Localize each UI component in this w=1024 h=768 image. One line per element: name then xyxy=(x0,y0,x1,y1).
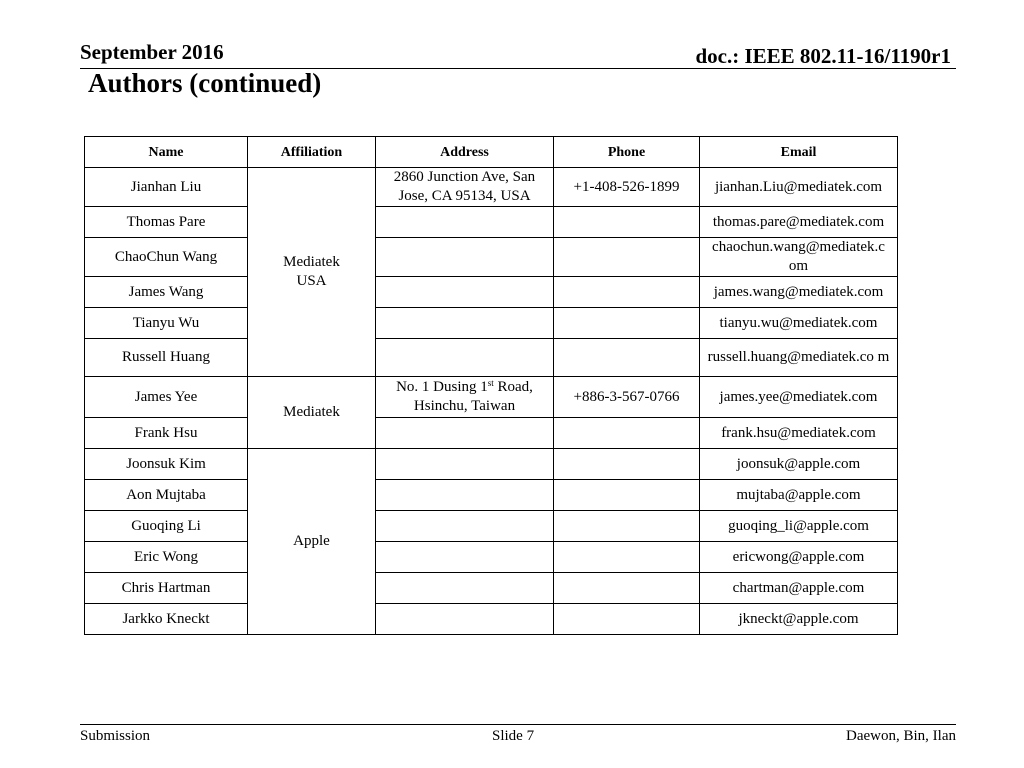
table-row xyxy=(85,418,898,449)
footer-slide-number: Slide 7 xyxy=(492,728,535,744)
author-email: james.wang@mediatek.com xyxy=(700,277,898,308)
author-phone xyxy=(554,542,700,573)
table-row xyxy=(85,207,898,238)
author-phone xyxy=(554,573,700,604)
table-row xyxy=(85,277,898,308)
author-address xyxy=(376,449,554,480)
author-phone xyxy=(554,207,700,238)
table-row xyxy=(85,339,898,377)
author-name: Russell Huang xyxy=(85,339,248,377)
author-email: ericwong@apple.com xyxy=(700,542,898,573)
table-row xyxy=(85,511,898,542)
author-email: jianhan.Liu@mediatek.com xyxy=(700,168,898,207)
author-address xyxy=(376,604,554,635)
author-phone xyxy=(554,308,700,339)
author-email: chaochun.wang@mediatek.c om xyxy=(700,238,898,277)
author-email: thomas.pare@mediatek.com xyxy=(700,207,898,238)
address-line: Road, xyxy=(493,379,533,395)
address-line: No. 1 Dusing 1 xyxy=(396,379,488,395)
author-affiliation: Mediatek xyxy=(248,377,376,449)
affiliation-line: Mediatek xyxy=(283,254,340,270)
footer-authors: Daewon, Bin, Ilan xyxy=(846,728,956,744)
table-row xyxy=(85,573,898,604)
author-address xyxy=(376,308,554,339)
author-address xyxy=(376,573,554,604)
author-email: tianyu.wu@mediatek.com xyxy=(700,308,898,339)
address-line: Jose, CA 95134, USA xyxy=(398,188,531,204)
header-date: September 2016 xyxy=(80,40,224,64)
author-address xyxy=(376,339,554,377)
author-phone xyxy=(554,511,700,542)
author-phone xyxy=(554,480,700,511)
author-address xyxy=(376,418,554,449)
author-name: ChaoChun Wang xyxy=(85,238,248,277)
author-email: russell.huang@mediatek.co m xyxy=(700,339,898,377)
column-header-affiliation: Affiliation xyxy=(248,137,376,168)
author-email: guoqing_li@apple.com xyxy=(700,511,898,542)
author-phone xyxy=(554,339,700,377)
affiliation-line: USA xyxy=(296,273,327,289)
author-phone: +1-408-526-1899 xyxy=(554,168,700,207)
author-name: Frank Hsu xyxy=(85,418,248,449)
author-address xyxy=(376,480,554,511)
column-header-email: Email xyxy=(700,137,898,168)
author-affiliation: Apple xyxy=(248,449,376,635)
author-phone xyxy=(554,238,700,277)
author-address xyxy=(376,207,554,238)
author-address xyxy=(376,277,554,308)
author-email: jkneckt@apple.com xyxy=(700,604,898,635)
author-name: Eric Wong xyxy=(85,542,248,573)
author-address xyxy=(376,511,554,542)
address-line: Hsinchu, Taiwan xyxy=(413,398,516,414)
table-row xyxy=(85,542,898,573)
author-phone: +886-3-567-0766 xyxy=(554,377,700,418)
table-header-row xyxy=(85,137,898,168)
authors-table xyxy=(84,136,898,635)
author-affiliation xyxy=(248,168,376,377)
author-name: Guoqing Li xyxy=(85,511,248,542)
address-superscript: st xyxy=(487,378,494,388)
footer-submission: Submission xyxy=(80,728,151,744)
table-row xyxy=(85,308,898,339)
author-name: James Wang xyxy=(85,277,248,308)
author-email: chartman@apple.com xyxy=(700,573,898,604)
author-phone xyxy=(554,418,700,449)
column-header-phone: Phone xyxy=(554,137,700,168)
column-header-address: Address xyxy=(376,137,554,168)
slide-title: Authors (continued) xyxy=(88,68,322,98)
header-doc-id: doc.: IEEE 802.11-16/1190r1 xyxy=(695,44,951,68)
author-address xyxy=(376,542,554,573)
author-name: Jianhan Liu xyxy=(85,168,248,207)
author-name: Chris Hartman xyxy=(85,573,248,604)
author-phone xyxy=(554,277,700,308)
table-row xyxy=(85,377,898,418)
author-name: James Yee xyxy=(85,377,248,418)
author-name: Aon Mujtaba xyxy=(85,480,248,511)
table-row xyxy=(85,604,898,635)
footer-rule xyxy=(80,724,956,725)
author-name: Jarkko Kneckt xyxy=(85,604,248,635)
author-address xyxy=(376,168,554,207)
table-row xyxy=(85,238,898,277)
table-row xyxy=(85,449,898,480)
table-row xyxy=(85,168,898,207)
author-phone xyxy=(554,604,700,635)
table-row xyxy=(85,480,898,511)
author-email: james.yee@mediatek.com xyxy=(700,377,898,418)
author-address xyxy=(376,377,554,418)
author-name: Thomas Pare xyxy=(85,207,248,238)
author-email: joonsuk@apple.com xyxy=(700,449,898,480)
author-address xyxy=(376,238,554,277)
author-phone xyxy=(554,449,700,480)
author-name: Tianyu Wu xyxy=(85,308,248,339)
author-email: frank.hsu@mediatek.com xyxy=(700,418,898,449)
column-header-name: Name xyxy=(85,137,248,168)
author-email: mujtaba@apple.com xyxy=(700,480,898,511)
author-name: Joonsuk Kim xyxy=(85,449,248,480)
address-line: 2860 Junction Ave, San xyxy=(393,169,536,185)
